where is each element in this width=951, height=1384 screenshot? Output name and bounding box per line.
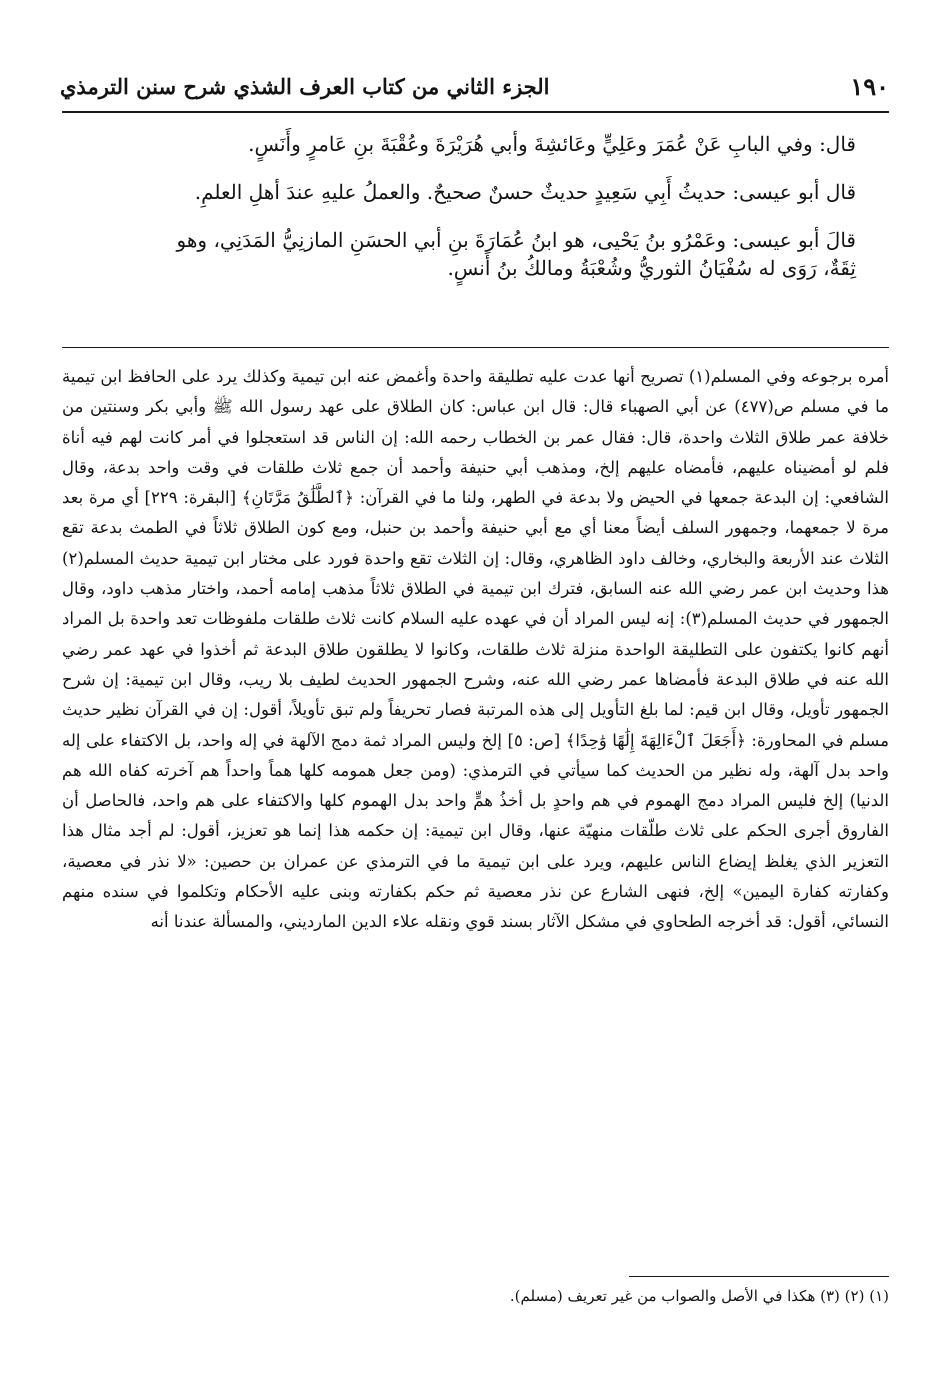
main-paragraph-2: قال أبو عيسى: حديثُ أَبِي سَعِيدٍ حديثٌ حسنٌ صحيحٌ. والعملُ عليهِ عندَ أهلِ العلمِ. [194, 180, 856, 204]
section-divider [62, 347, 889, 348]
main-paragraph-1: قال: وفي البابِ عَنْ عُمَرَ وعَلِيٍّ وعَائشِةَ وأبي هُرَيْرَةَ وعُقْبَةَ بنِ عَامرٍ وأَنَسٍ. [248, 132, 856, 156]
commentary-text [62, 362, 889, 1270]
main-paragraph-3: قالَ أبو عيسى: وعَمْرُو بنُ يَحْيى، هو ابنُ عُمَارَةَ بنِ أبي الحسَنِ المازنِيُّ المَدَنِي، وهو ثِقَةٌ، رَوَى له سُفْيَانُ الثوريُّ وشُعْبَةُ ومالكُ بنُ أَنسٍ. [176, 228, 856, 280]
footnote-divider [629, 1276, 889, 1277]
footnote: (١) (٢) (٣) هكذا في الأصل والصواب من غير تعريف (مسلم). [509, 1287, 889, 1305]
header-divider [62, 111, 889, 113]
hadith-text [150, 130, 856, 302]
page-number: ١٩٠ [850, 71, 889, 101]
page-header [60, 66, 889, 106]
commentary-paragraph: أمره برجوعه وفي المسلم(١) تصريح أنها عدت عليه تطليقة واحدة وأغمض عنه ابن تيمية وكذلك يرد على الحافظ ابن تيمية ما في مسلم ص(٤٧٧) عن أبي الصهباء قال: قال ابن عباس: كان الطلاق على عهد رسول الله ﷺ وأبي بكر وسنتين من خلافة عمر طلاق الثلاث واحدة، قال: فقال عمر بن الخطاب رحمه الله: إن الناس قد استعجلوا في أمر كانت لهم فيه أناة فلم لو أمضيناه عليهم، فأمضاه عليهم إلخ، ومذهب أبي حنيفة وأحمد أن جمع ثلاث طلقات في وقت واحد بدعة، وقال الشافعي: إن البدعة جمعها في الحيض ولا بدعة في الطهر، ولنا ما في القرآن: ﴿ٱلطَّلَٰقُ مَرَّتَانِ﴾ [البقرة: ٢٢٩] أي مرة بعد مرة لا جمعهما، وجمهور السلف أيضاً معنا أي مع أبي حنيفة وأحمد بن حنبل، ومع كون الطلاق ثلاثاً في الطمث بدعة تقع الثلاث عند الأربعة والبخاري، وخالف داود الظاهري، وقال: إن الثلاث تقع واحدة فورد على مختار ابن تيمية حديث المسلم(٢) هذا وحديث ابن عمر رضي الله عنه السابق، فترك ابن تيمية في الطلاق ثلاثاً مذهب إمامه أحمد، واختار مذهب داود، وقال الجمهور في حديث المسلم(٣): إنه ليس المراد أن في عهده عليه السلام كانت ثلاث طلقات ملفوظات تعد واحدة بل المراد أنهم كانوا يكتفون على التطليقة الواحدة منزلة ثلاث طلقات، وكانوا لا يطلقون طلاق البدعة ثم أخذوا في عهد عمر رضي الله عنه في طلاق البدعة فأمضاها عمر رضي الله عنه، وشرح الجمهور الحديث لطيف بلا ريب، وقال ابن تيمية: إن شرح الجمهور تأويل، وقال ابن قيم: لما بلغ التأويل إلى هذه المرتبة فصار تحريفاً ولم تبق تأويلاً، أقول: إن في القرآن نظير حديث مسلم في المحاورة: ﴿أَجَعَلَ ٱلْءَالِهَةَ إِلَٰهًا وَٰحِدًا﴾ [ص: ٥] إلخ وليس المراد ثمة دمج الآلهة في إله واحد، بل الاكتفاء على إله واحد بدل آلهة، وله نظير من الحديث كما سيأتي في الترمذي: (ومن جعل همومه كلها هماً واحداً هم آخرته كفاه الله هم الدنيا) إلخ فليس المراد دمج الهموم في هم واحدٍ بل أخذُ همٍّ واحد بدل الهموم كلها والاكتفاء على هم واحد، فالحاصل أن الفاروق أجرى الحكم على ثلاث طلّقات منهيّة عنها، وقال ابن تيمية: إن حكمه هذا إنما هو تعزيز، أقول: لم أجد مثال هذا التعزير الذي يغلظ إيضاع الناس عليهم، ويرد على ابن تيمية ما في الترمذي عن عمران بن حصين: «لا نذر في معصية، وكفارته كفارة اليمين» إلخ، فنهى الشارع عن نذر معصية ثم حكم بكفارته وبنى عليه الأحكام وتكلموا في سنده منهم النسائي، أقول: قد أخرجه الطحاوي في مشكل الآثار بسند قوي ونقله علاء الدين المارديني، والمسألة عندنا أنه [62, 367, 889, 932]
running-title: الجزء الثاني من كتاب العرف الشذي شرح سنن الترمذي [60, 73, 550, 99]
